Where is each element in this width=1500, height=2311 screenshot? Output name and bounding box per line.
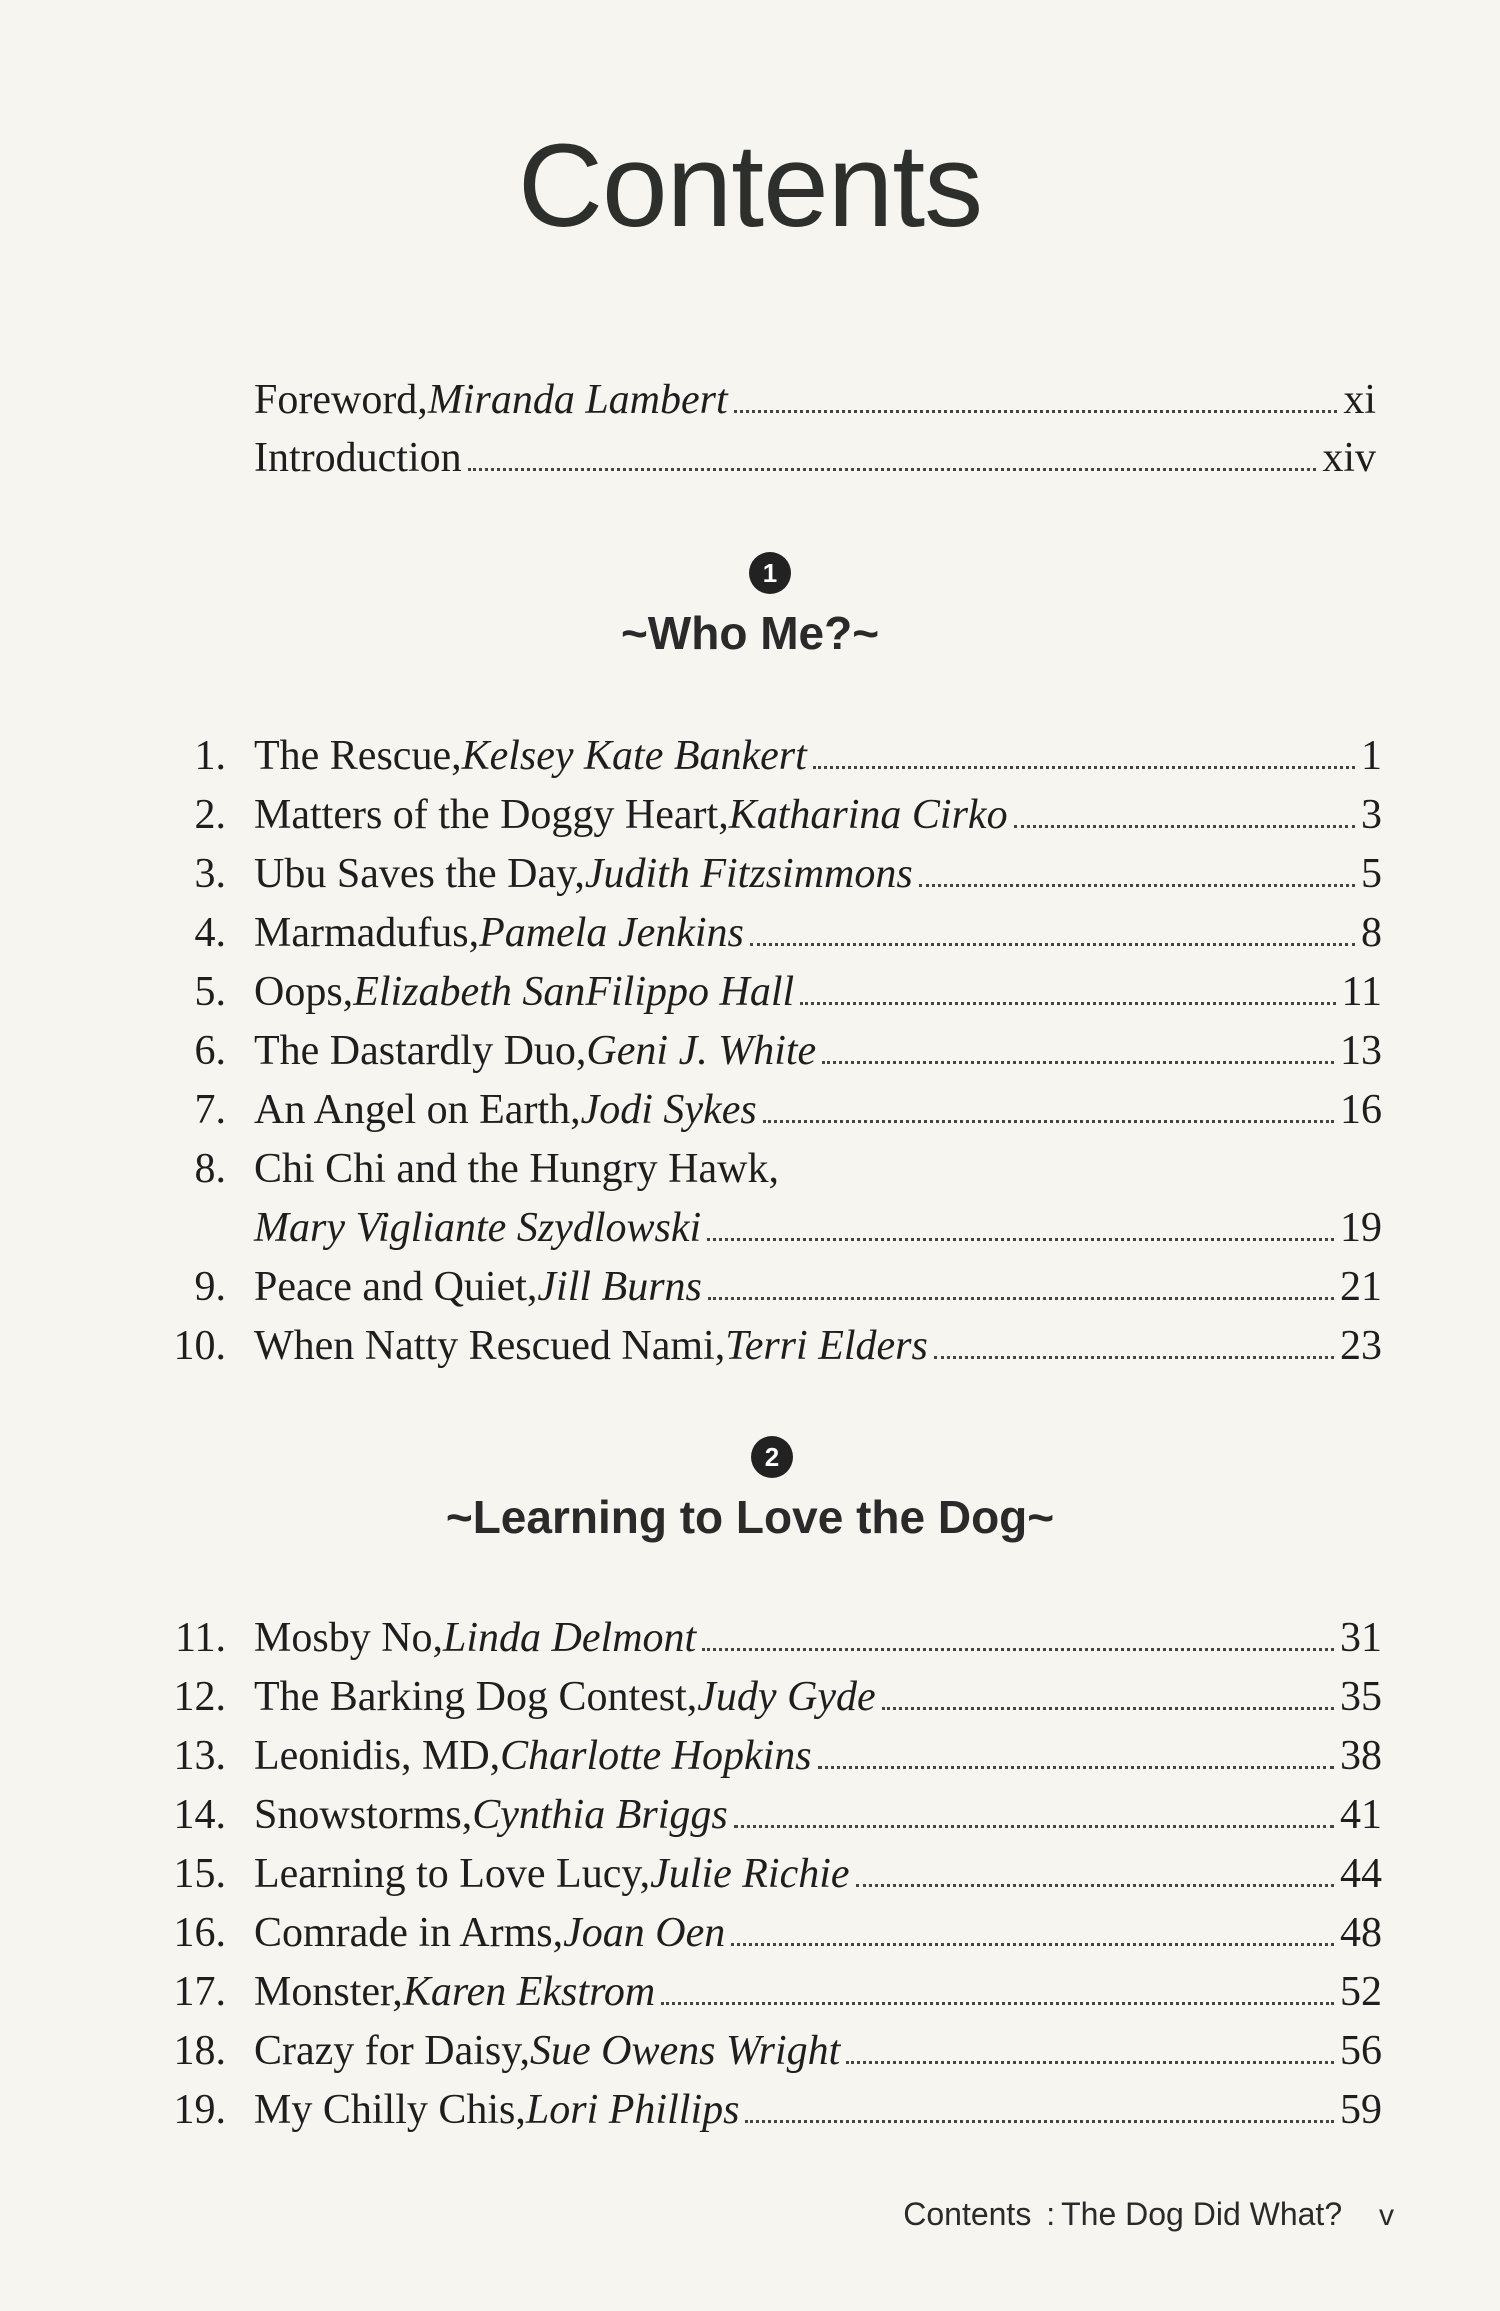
entry-author: Mary Vigliante Szydlowski: [254, 1205, 702, 1251]
entry-author: Katharina Cirko: [728, 792, 1008, 838]
entry-title: When Natty Rescued Nami,: [254, 1323, 726, 1369]
dot-leader: [813, 765, 1355, 769]
entry-title: Leonidis, MD,: [254, 1733, 501, 1779]
entry-number: 7.: [194, 1087, 226, 1133]
entry-page: 1: [1361, 733, 1382, 779]
entry-number: 5.: [194, 969, 226, 1015]
toc-entry[interactable]: [164, 2082, 1382, 2138]
entry-page: 21: [1340, 1264, 1382, 1310]
entry-page: 3: [1361, 792, 1382, 838]
dot-leader: [750, 942, 1355, 946]
dot-leader: [763, 1119, 1334, 1123]
entry-title: Foreword,: [254, 377, 428, 423]
entry-number: 9.: [194, 1264, 226, 1310]
section-title: ~Who Me?~: [620, 607, 880, 659]
entry-number: 10.: [173, 1323, 226, 1369]
dot-leader: [661, 2001, 1334, 2005]
section-number-badge: 2: [751, 1436, 793, 1478]
toc-entry-continuation[interactable]: [164, 1200, 1382, 1256]
toc-entry[interactable]: [164, 1669, 1382, 1725]
entry-author: Elizabeth SanFilippo Hall: [353, 969, 795, 1015]
toc-entry[interactable]: [164, 728, 1382, 784]
entry-title: Monster,: [254, 1969, 403, 2015]
entry-title: The Rescue,: [254, 733, 462, 779]
entry-author: Lori Phillips: [525, 2087, 740, 2133]
entry-author: Geni J. White: [586, 1028, 817, 1074]
dot-leader: [919, 883, 1355, 887]
dot-leader: [468, 467, 1317, 471]
entry-title: Marmadufus,: [254, 910, 480, 956]
entry-author: Karen Ekstrom: [402, 1969, 656, 2015]
entry-page: xiv: [1322, 435, 1376, 481]
footer-label: Contents: [903, 2196, 1032, 2232]
entry-author: Joan Oen: [563, 1910, 726, 1956]
entry-number: 6.: [194, 1028, 226, 1074]
entry-page: 13: [1340, 1028, 1382, 1074]
entry-page: 23: [1340, 1323, 1382, 1369]
entry-page: 35: [1340, 1674, 1382, 1720]
entry-number: 12.: [173, 1674, 226, 1720]
footer-separator: :: [1046, 2196, 1056, 2232]
dot-leader: [708, 1296, 1334, 1300]
entry-number: 11.: [175, 1615, 226, 1661]
entry-page: 48: [1340, 1910, 1382, 1956]
entry-number: 18.: [173, 2028, 226, 2074]
entry-author: Pamela Jenkins: [479, 910, 744, 956]
entry-page: 11: [1341, 969, 1382, 1015]
section-number-badge: 1: [749, 552, 791, 594]
toc-entry-foreword[interactable]: [254, 372, 1376, 428]
entry-author: Sue Owens Wright: [530, 2028, 841, 2074]
entry-number: 8.: [194, 1146, 226, 1192]
entry-title: Matters of the Doggy Heart,: [254, 792, 729, 838]
entry-author: Jill Burns: [537, 1264, 702, 1310]
toc-entry[interactable]: [164, 1082, 1382, 1138]
entry-number: 4.: [194, 910, 226, 956]
entry-number: 19.: [173, 2087, 226, 2133]
entry-title: Peace and Quiet,: [254, 1264, 538, 1310]
toc-entry[interactable]: [164, 1964, 1382, 2020]
entry-number: 13.: [173, 1733, 226, 1779]
dot-leader: [734, 409, 1338, 413]
dot-leader: [856, 1883, 1334, 1887]
entry-title: Comrade in Arms,: [254, 1910, 564, 1956]
toc-entry[interactable]: [164, 1023, 1382, 1079]
dot-leader: [800, 1001, 1335, 1005]
page-title: Contents: [517, 120, 983, 252]
entry-title: The Barking Dog Contest,: [254, 1674, 698, 1720]
toc-entry[interactable]: [164, 964, 1382, 1020]
entry-title: The Dastardly Duo,: [254, 1028, 587, 1074]
toc-entry[interactable]: [164, 1318, 1382, 1374]
toc-entry[interactable]: [164, 905, 1382, 961]
footer-page-number: v: [1379, 2199, 1394, 2232]
entry-page: 56: [1340, 2028, 1382, 2074]
entry-page: 41: [1340, 1792, 1382, 1838]
entry-number: 14.: [173, 1792, 226, 1838]
dot-leader: [702, 1647, 1334, 1651]
entry-number: 2.: [194, 792, 226, 838]
toc-entry[interactable]: [164, 1728, 1382, 1784]
entry-page: 44: [1340, 1851, 1382, 1897]
entry-number: 16.: [173, 1910, 226, 1956]
toc-entry[interactable]: [164, 1905, 1382, 1961]
entry-title: Oops,: [254, 969, 354, 1015]
entry-author: Miranda Lambert: [427, 377, 728, 423]
entry-author: Charlotte Hopkins: [500, 1733, 812, 1779]
toc-entry[interactable]: [164, 787, 1382, 843]
entry-author: Judith Fitzsimmons: [584, 851, 913, 897]
entry-title: Ubu Saves the Day,: [254, 851, 585, 897]
running-footer: [903, 2196, 1394, 2233]
dot-leader: [734, 1824, 1334, 1828]
entry-number: 17.: [173, 1969, 226, 2015]
entry-title: An Angel on Earth,: [254, 1087, 581, 1133]
dot-leader: [818, 1765, 1334, 1769]
entry-title: Chi Chi and the Hungry Hawk,: [254, 1146, 779, 1192]
dot-leader: [731, 1942, 1334, 1946]
toc-entry-introduction[interactable]: [254, 430, 1376, 486]
entry-page: 16: [1340, 1087, 1382, 1133]
entry-author: Julie Richie: [650, 1851, 850, 1897]
entry-page: 8: [1361, 910, 1382, 956]
footer-book-title: The Dog Did What?: [1061, 2196, 1343, 2232]
entry-number: 15.: [173, 1851, 226, 1897]
entry-number: 3.: [194, 851, 226, 897]
section-title: ~Learning to Love the Dog~: [445, 1491, 1055, 1543]
entry-author: Jodi Sykes: [580, 1087, 757, 1133]
entry-title: Introduction: [254, 435, 462, 481]
entry-page: xi: [1343, 377, 1376, 423]
entry-author: Terri Elders: [725, 1323, 928, 1369]
toc-entry[interactable]: [164, 1610, 1382, 1666]
entry-author: Judy Gyde: [697, 1674, 876, 1720]
dot-leader: [707, 1237, 1334, 1241]
toc-entry[interactable]: [164, 1259, 1382, 1315]
entry-page: 5: [1361, 851, 1382, 897]
entry-page: 19: [1340, 1205, 1382, 1251]
entry-title: Learning to Love Lucy,: [254, 1851, 651, 1897]
entry-author: Kelsey Kate Bankert: [461, 733, 807, 779]
toc-entry[interactable]: [164, 1141, 1382, 1197]
dot-leader: [882, 1706, 1334, 1710]
entry-title: Mosby No,: [254, 1615, 444, 1661]
toc-entry[interactable]: [164, 1787, 1382, 1843]
entry-page: 59: [1340, 2087, 1382, 2133]
toc-entry[interactable]: [164, 846, 1382, 902]
dot-leader: [846, 2060, 1334, 2064]
toc-entry[interactable]: [164, 2023, 1382, 2079]
dot-leader: [745, 2119, 1334, 2123]
dot-leader: [934, 1355, 1334, 1359]
entry-page: 31: [1340, 1615, 1382, 1661]
entry-number: 1.: [194, 733, 226, 779]
entry-author: Cynthia Briggs: [472, 1792, 728, 1838]
dot-leader: [1014, 824, 1355, 828]
entry-author: Linda Delmont: [443, 1615, 697, 1661]
entry-title: Snowstorms,: [254, 1792, 473, 1838]
entry-title: My Chilly Chis,: [254, 2087, 526, 2133]
entry-title: Crazy for Daisy,: [254, 2028, 531, 2074]
entry-page: 52: [1340, 1969, 1382, 2015]
toc-entry[interactable]: [164, 1846, 1382, 1902]
entry-page: 38: [1340, 1733, 1382, 1779]
dot-leader: [822, 1060, 1334, 1064]
